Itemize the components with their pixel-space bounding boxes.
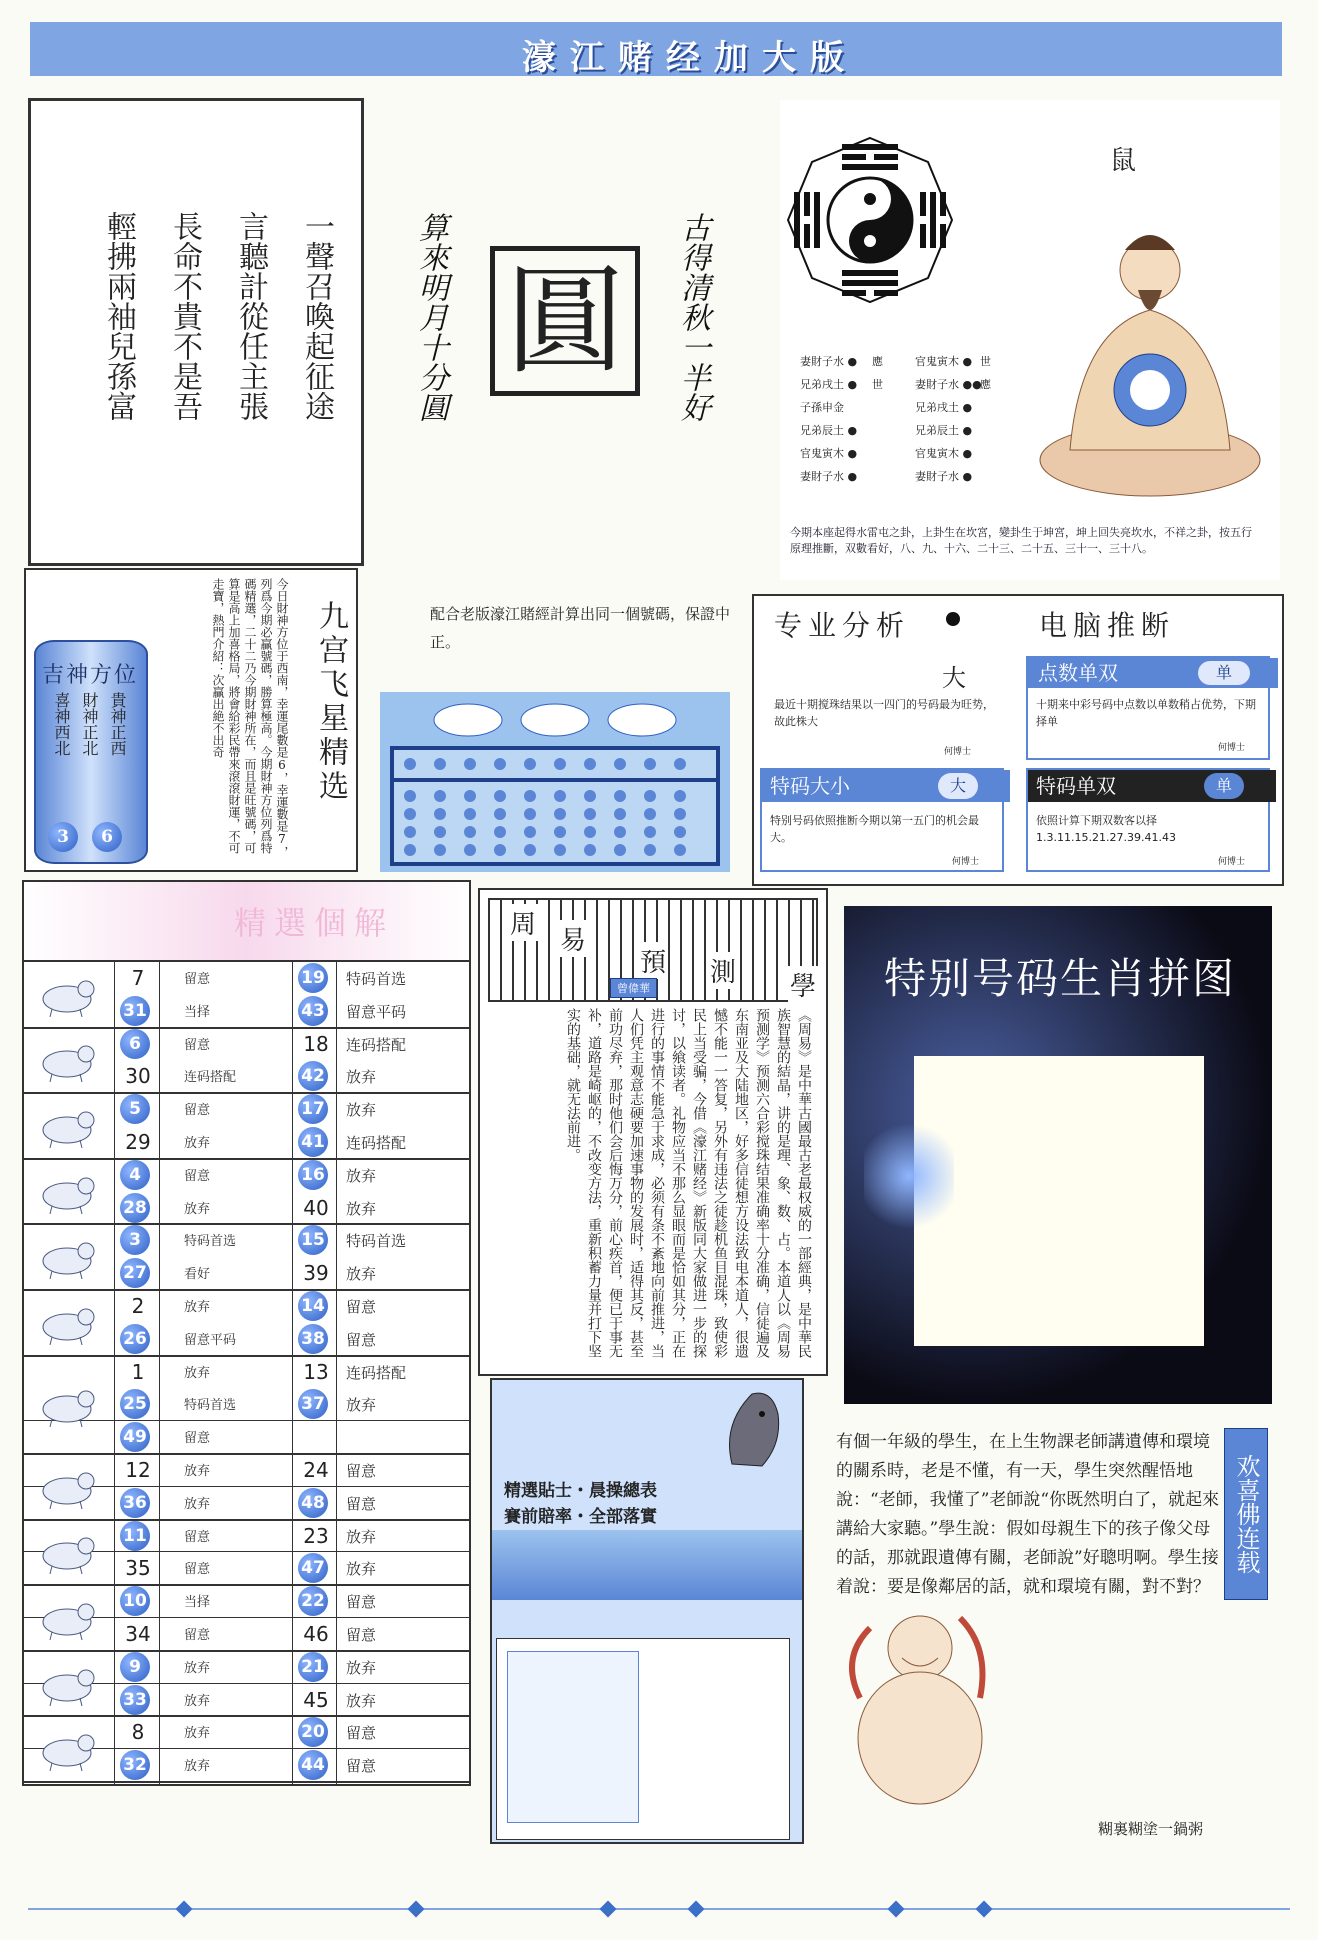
zhouyi-title-char: 學 [788,966,818,1003]
hex-line: 兄弟戌土 ● [800,378,858,391]
number-cell: 1 [131,1359,145,1384]
grid-line [24,1715,469,1717]
number-cell: 24 [303,1458,329,1482]
pick-label: 连码搭配 [346,1363,407,1382]
analysis-box3-title: 特码大小 [762,770,1010,802]
footer-diamond-icon [600,1901,617,1918]
pick-label: 放弃 [346,1101,377,1120]
grid-line [24,1584,469,1586]
grid-line [24,1650,469,1652]
number-ball: 37 [298,1389,328,1419]
hex-mark: 世 [980,355,991,368]
hex-line: 妻財子水 ● [915,470,973,483]
drum-row-3: 喜神西北 [52,692,71,756]
hex-mark: 世 [872,378,883,391]
dog-icon [32,1038,102,1082]
pick-label: 特码首选 [346,970,407,988]
footer-diamond-icon [976,1901,993,1918]
number-cell: 7 [131,966,145,990]
number-cell: 18 [303,1031,329,1056]
drum-number: 6 [92,822,122,852]
pick-label: 放弃 [346,1560,377,1579]
analysis-box2-badge: 单 [1198,661,1250,685]
pick-label: 留意 [184,972,211,987]
goat-icon [32,1170,102,1214]
analysis-box3 [760,768,1004,872]
analysis-box3-badge: 大 [938,773,978,799]
number-ball: 47 [298,1553,328,1583]
zodiac-note: 今期本座起得水雷屯之卦，上卦生在坎宮，變卦生于坤宮，坤上回失亮坎水，不祥之卦，按五行原理推斷，双數看好，八、九、十六、二十三、二十五、三十一、三十八。 [790,526,1252,555]
grid-line [24,1453,469,1455]
bagua-icon [780,130,960,310]
pig-icon [32,1727,102,1771]
pick-label: 留意 [346,1626,377,1644]
pick-label: 留意 [346,1330,377,1349]
pick-label: 留意 [184,1037,211,1053]
number-ball: 4 [120,1160,150,1190]
pick-label: 放弃 [184,1464,211,1479]
analysis-box4-sign: 何博士 [1218,857,1246,867]
analysis-box4-badge: 单 [1204,773,1244,799]
analysis-box1-text: 最近十期搅珠结果以一四门的号码最为旺势，故此株大 [774,698,994,728]
pick-label: 当择 [184,1004,211,1020]
number-ball: 32 [120,1750,150,1780]
hexagram-right-marks [980,350,991,396]
hex-line: 妻財子水 ● [800,470,858,483]
drum-title: 吉神方位 [42,663,139,688]
number-ball: 48 [298,1488,328,1518]
number-ball: 33 [120,1685,150,1715]
analysis-big-label: 大 [942,664,966,692]
poster-box [490,1378,804,1844]
number-ball: 43 [298,996,328,1026]
drum-row-2: 財神正北 [80,692,99,756]
hex-line: 子孫申金 [800,401,844,414]
joke-side-title: 欢喜佛连载 [1224,1428,1268,1600]
zhouyi-author: 曾偉華 [610,978,657,998]
pick-label: 放弃 [184,1201,211,1217]
special-title: 特别号码生肖拼图 [884,954,1237,1003]
poster-inset-image [507,1651,639,1823]
poem-column-4: 輕拂兩袖兒孫富 [101,211,136,421]
grid-line [24,1355,469,1357]
pick-label: 放弃 [184,1759,211,1775]
number-ball: 10 [120,1586,150,1616]
pick-label: 连码搭配 [184,1070,237,1086]
pick-label: 连码搭配 [346,1035,407,1054]
pick-label: 留意 [346,1298,377,1316]
pick-label: 放弃 [346,1691,377,1710]
hex-line: 官鬼寅木 ● [800,447,858,460]
analysis-box1-sign: 何博士 [944,747,972,757]
footer-diamond-icon [888,1901,905,1918]
hex-line: 兄弟戌土 ● [915,401,973,414]
number-ball: 6 [120,1029,150,1059]
rat-icon [32,1662,102,1706]
pick-label: 留意 [346,1462,377,1480]
number-ball: 28 [120,1193,150,1223]
pick-label: 留意 [184,1431,211,1447]
pick-label: 留意 [184,1562,211,1578]
poem-column-1: 一聲召喚起征途 [299,211,334,421]
pick-label: 留意 [346,1757,377,1776]
hex-mark: 應 [980,378,991,391]
bullet-icon [946,612,960,626]
pick-label: 放弃 [184,1496,211,1512]
rabbit-icon [32,1465,102,1509]
pick-label: 放弃 [184,1726,211,1742]
hexagram-right [915,350,1025,488]
calligraphy-left: 算來明月十分圓 [413,212,448,422]
number-cell: 34 [125,1622,151,1646]
pick-label: 留意平码 [346,1002,407,1021]
analysis-box4 [1026,768,1270,872]
poster-inset [496,1638,790,1840]
seal-character: 圓 [505,252,624,390]
number-cell: 13 [303,1359,329,1384]
caption-text: 配合老版濠江賭經計算出同一個號碼，保證中正。 [430,605,731,651]
table-title: 精選個解 [234,904,395,942]
number-ball: 26 [120,1324,150,1354]
hexagram-left [800,350,910,488]
pick-label: 看好 [184,1267,211,1283]
grid-line [24,1519,469,1521]
laughing-buddha-icon [840,1588,990,1818]
pick-label: 放弃 [346,1068,377,1087]
number-ball: 38 [298,1324,328,1354]
table-header-box [22,880,471,960]
pick-label: 留意 [346,1593,377,1612]
number-ball: 16 [298,1160,328,1190]
special-number-panel [844,906,1272,1404]
number-ball: 41 [298,1127,328,1157]
pick-label: 特码首选 [184,1398,237,1414]
header-banner [30,22,1282,76]
pick-label: 放弃 [346,1396,377,1415]
analysis-box2-text: 十期来中彩号码中点数以单数稍占优势，下期择单 [1036,698,1256,728]
analysis-title-left: 专业分析 [774,609,911,642]
sage-figure-icon [1030,200,1270,500]
poster-line-1: 精選貼士・晨操總表 [504,1481,657,1501]
number-ball: 5 [120,1094,150,1124]
analysis-box2-sign: 何博士 [1218,743,1246,753]
grid-line [24,1158,469,1160]
zhouyi-text: 《周易》是中華古國最古老最权威的一部經典，是中華民族智慧的結晶，讲的是理、象、数、占。本道人以《周易预测学》预测六合彩搅珠结果准确率十分准确，信徒遍及东南亚及大陆地区，好多信徒想方设法致电本道人，很遗憾不能一一答复，另外有违法之徒趁机鱼目混珠，致使彩民上当受骗，今借《濠江赌经》新版同大家做进一步的探讨，以飨读者。礼物应当不那么显眼而是恰如其分，正在进行的事情不能急于求成，必须有条不紊地向前推进，当人们凭主观意志硬要加速事物的发展时，适得其反，甚至前功尽弃，那时他们会后悔万分，前心疾首，便已于事无补，道路是崎岖的，不改变方法，重新积蓄力量并打下坚实的基础，就无法前进。 [565,1008,812,1358]
zhouyi-title-char: 預 [638,942,668,979]
number-ball: 42 [298,1061,328,1091]
page-title: 濠江赌经加大版 [522,38,858,78]
hexagram-left-marks [872,350,883,396]
analysis-box2-title: 点数单双 [1028,658,1278,688]
pick-label: 放弃 [184,1136,211,1151]
pick-label: 放弃 [184,1365,211,1381]
zhouyi-title-char: 易 [558,920,588,957]
zhouyi-title-char: 測 [708,952,738,989]
number-cell: 35 [125,1556,151,1581]
pick-label: 留意 [184,1103,211,1119]
pick-label: 留意 [346,1494,377,1513]
footer-diamond-icon [688,1901,705,1918]
number-cell: 45 [303,1687,329,1712]
number-ball: 21 [298,1652,328,1682]
pick-label: 连码搭配 [346,1134,407,1152]
nine-palace-title: 九宫飞星精选 [313,600,348,804]
drum-row-1: 貴神正西 [108,692,127,756]
footer-diamond-icon [176,1901,193,1918]
hex-line: 妻財子水 ● [800,355,858,368]
grid-line [24,1223,469,1225]
horse-head-icon [712,1384,792,1474]
drum-number: 3 [48,822,78,852]
pick-label: 放弃 [346,1658,377,1677]
pick-label: 留意 [346,1724,377,1743]
number-cell: 29 [125,1130,151,1154]
abacus-panel [380,692,730,872]
dragon-icon [32,1383,102,1427]
analysis-box3-sign: 何博士 [952,857,980,867]
monkey-icon [32,1104,102,1148]
hex-line: 官鬼寅木 ● [915,447,973,460]
number-cell: 8 [131,1720,145,1745]
analysis-title-right: 电脑推断 [1039,609,1176,642]
pick-label: 放弃 [346,1265,377,1284]
nine-palace-box [24,568,358,872]
number-ball: 44 [298,1750,328,1780]
number-cell: 30 [125,1064,151,1089]
poem-column-3: 長命不貴不是吾 [167,211,202,421]
footer-divider [28,1908,1290,1910]
grid-line [24,1781,469,1783]
analysis-box2 [1026,656,1270,760]
calligraphy-right: 古得清秋一半好 [675,212,710,422]
number-ball: 3 [120,1225,150,1255]
snake-icon [32,1301,102,1345]
abacus-icon [380,692,730,872]
horse-icon [32,1235,102,1279]
number-cell: 46 [303,1622,329,1646]
number-cell: 39 [303,1261,329,1286]
grid-line [24,1092,469,1094]
pick-label: 留意平码 [184,1332,237,1348]
numbers-table [22,960,471,1786]
pick-label: 放弃 [184,1300,211,1315]
poster-line-2: 賽前賠率・全部落實 [504,1507,657,1527]
pick-label: 放弃 [346,1166,377,1185]
number-ball: 9 [120,1652,150,1682]
analysis-box3-text: 特别号码依照推断今期以第一五门的机会最大。 [770,814,979,844]
joke-text: 有個一年級的學生，在上生物課老師講遺傳和環境的關系時，老是不懂，有一天，學生突然醒悟地說：“老師，我懂了”老師說“你既然明白了，就起來講給大家聽。”學生說：假如母親生下的孩子像父母的話，那就跟遺傳有關，老師說”好聰明啊。學生接着說：要是像鄰居的話，就和環境有關，對不對？ [836,1432,1220,1597]
sparkle-graphic [864,1116,954,1236]
grid-line [24,1289,469,1291]
joke-sign: 糊裏糊塗一鍋粥 [1098,1820,1204,1838]
number-cell: 12 [125,1458,151,1482]
zhouyi-title-char: 周 [508,904,538,941]
poster-band [492,1530,802,1600]
ox-icon [32,1596,102,1640]
number-cell: 2 [131,1294,145,1318]
pick-label: 留意 [184,1628,211,1643]
number-ball: 15 [298,1225,328,1255]
analysis-box4-title: 特码单双 [1028,770,1276,802]
zodiac-label: 鼠 [1110,146,1137,176]
number-ball: 27 [120,1258,150,1288]
zhouyi-box [478,888,828,1376]
number-ball: 14 [298,1291,328,1321]
number-cell: 23 [303,1523,329,1548]
pick-label: 特码首选 [184,1234,237,1250]
footer-diamond-icon [408,1901,425,1918]
number-cell: 40 [303,1195,329,1220]
analysis-box4-text: 依照计算下期双数客以择1.3.11.15.21.27.39.41.43 [1036,814,1176,844]
zodiac-section [780,100,1280,580]
pick-label: 放弃 [184,1660,211,1676]
number-ball: 17 [298,1094,328,1124]
number-ball: 31 [120,996,150,1026]
nine-palace-text: 今日財神方位于西南，幸運尾數是6，幸運數是7，列爲今期必贏號碼，勝算極高。今期財神方位列爲特碼精選，二十二乃今期財神所在，而且是旺號碼，可算是高上加喜格局，將會給彩民帶來滾滾財運，不可走寶，熱門介紹：次贏出絶不出奇 [211,578,289,858]
hex-line: 官鬼寅木 ● [915,355,973,368]
number-ball: 36 [120,1488,150,1518]
number-ball: 49 [120,1422,150,1452]
pick-label: 放弃 [184,1693,211,1709]
poem-column-2: 言聽計從任主張 [233,211,268,421]
pick-label: 放弃 [346,1527,377,1546]
poem-box [28,98,364,566]
pick-label: 特码首选 [346,1232,407,1251]
pick-label: 当择 [184,1595,211,1611]
pick-label: 留意 [184,1529,211,1545]
number-ball: 11 [120,1521,150,1551]
hex-line: 妻財子水 ●● [915,378,982,391]
number-ball: 20 [298,1717,328,1747]
rooster-icon [32,973,102,1017]
hex-mark: 應 [872,355,883,368]
analysis-panel [752,594,1284,886]
number-ball: 22 [298,1586,328,1616]
number-ball: 25 [120,1389,150,1419]
tiger-icon [32,1530,102,1574]
hex-line: 兄弟辰土 ● [915,424,973,437]
pick-label: 放弃 [346,1199,377,1218]
grid-line [24,1027,469,1029]
hex-line: 兄弟辰土 ● [800,424,858,437]
pick-label: 留意 [184,1168,211,1184]
puzzle-image [914,1056,1204,1346]
lucky-drum [34,640,148,864]
number-ball: 19 [298,963,328,993]
